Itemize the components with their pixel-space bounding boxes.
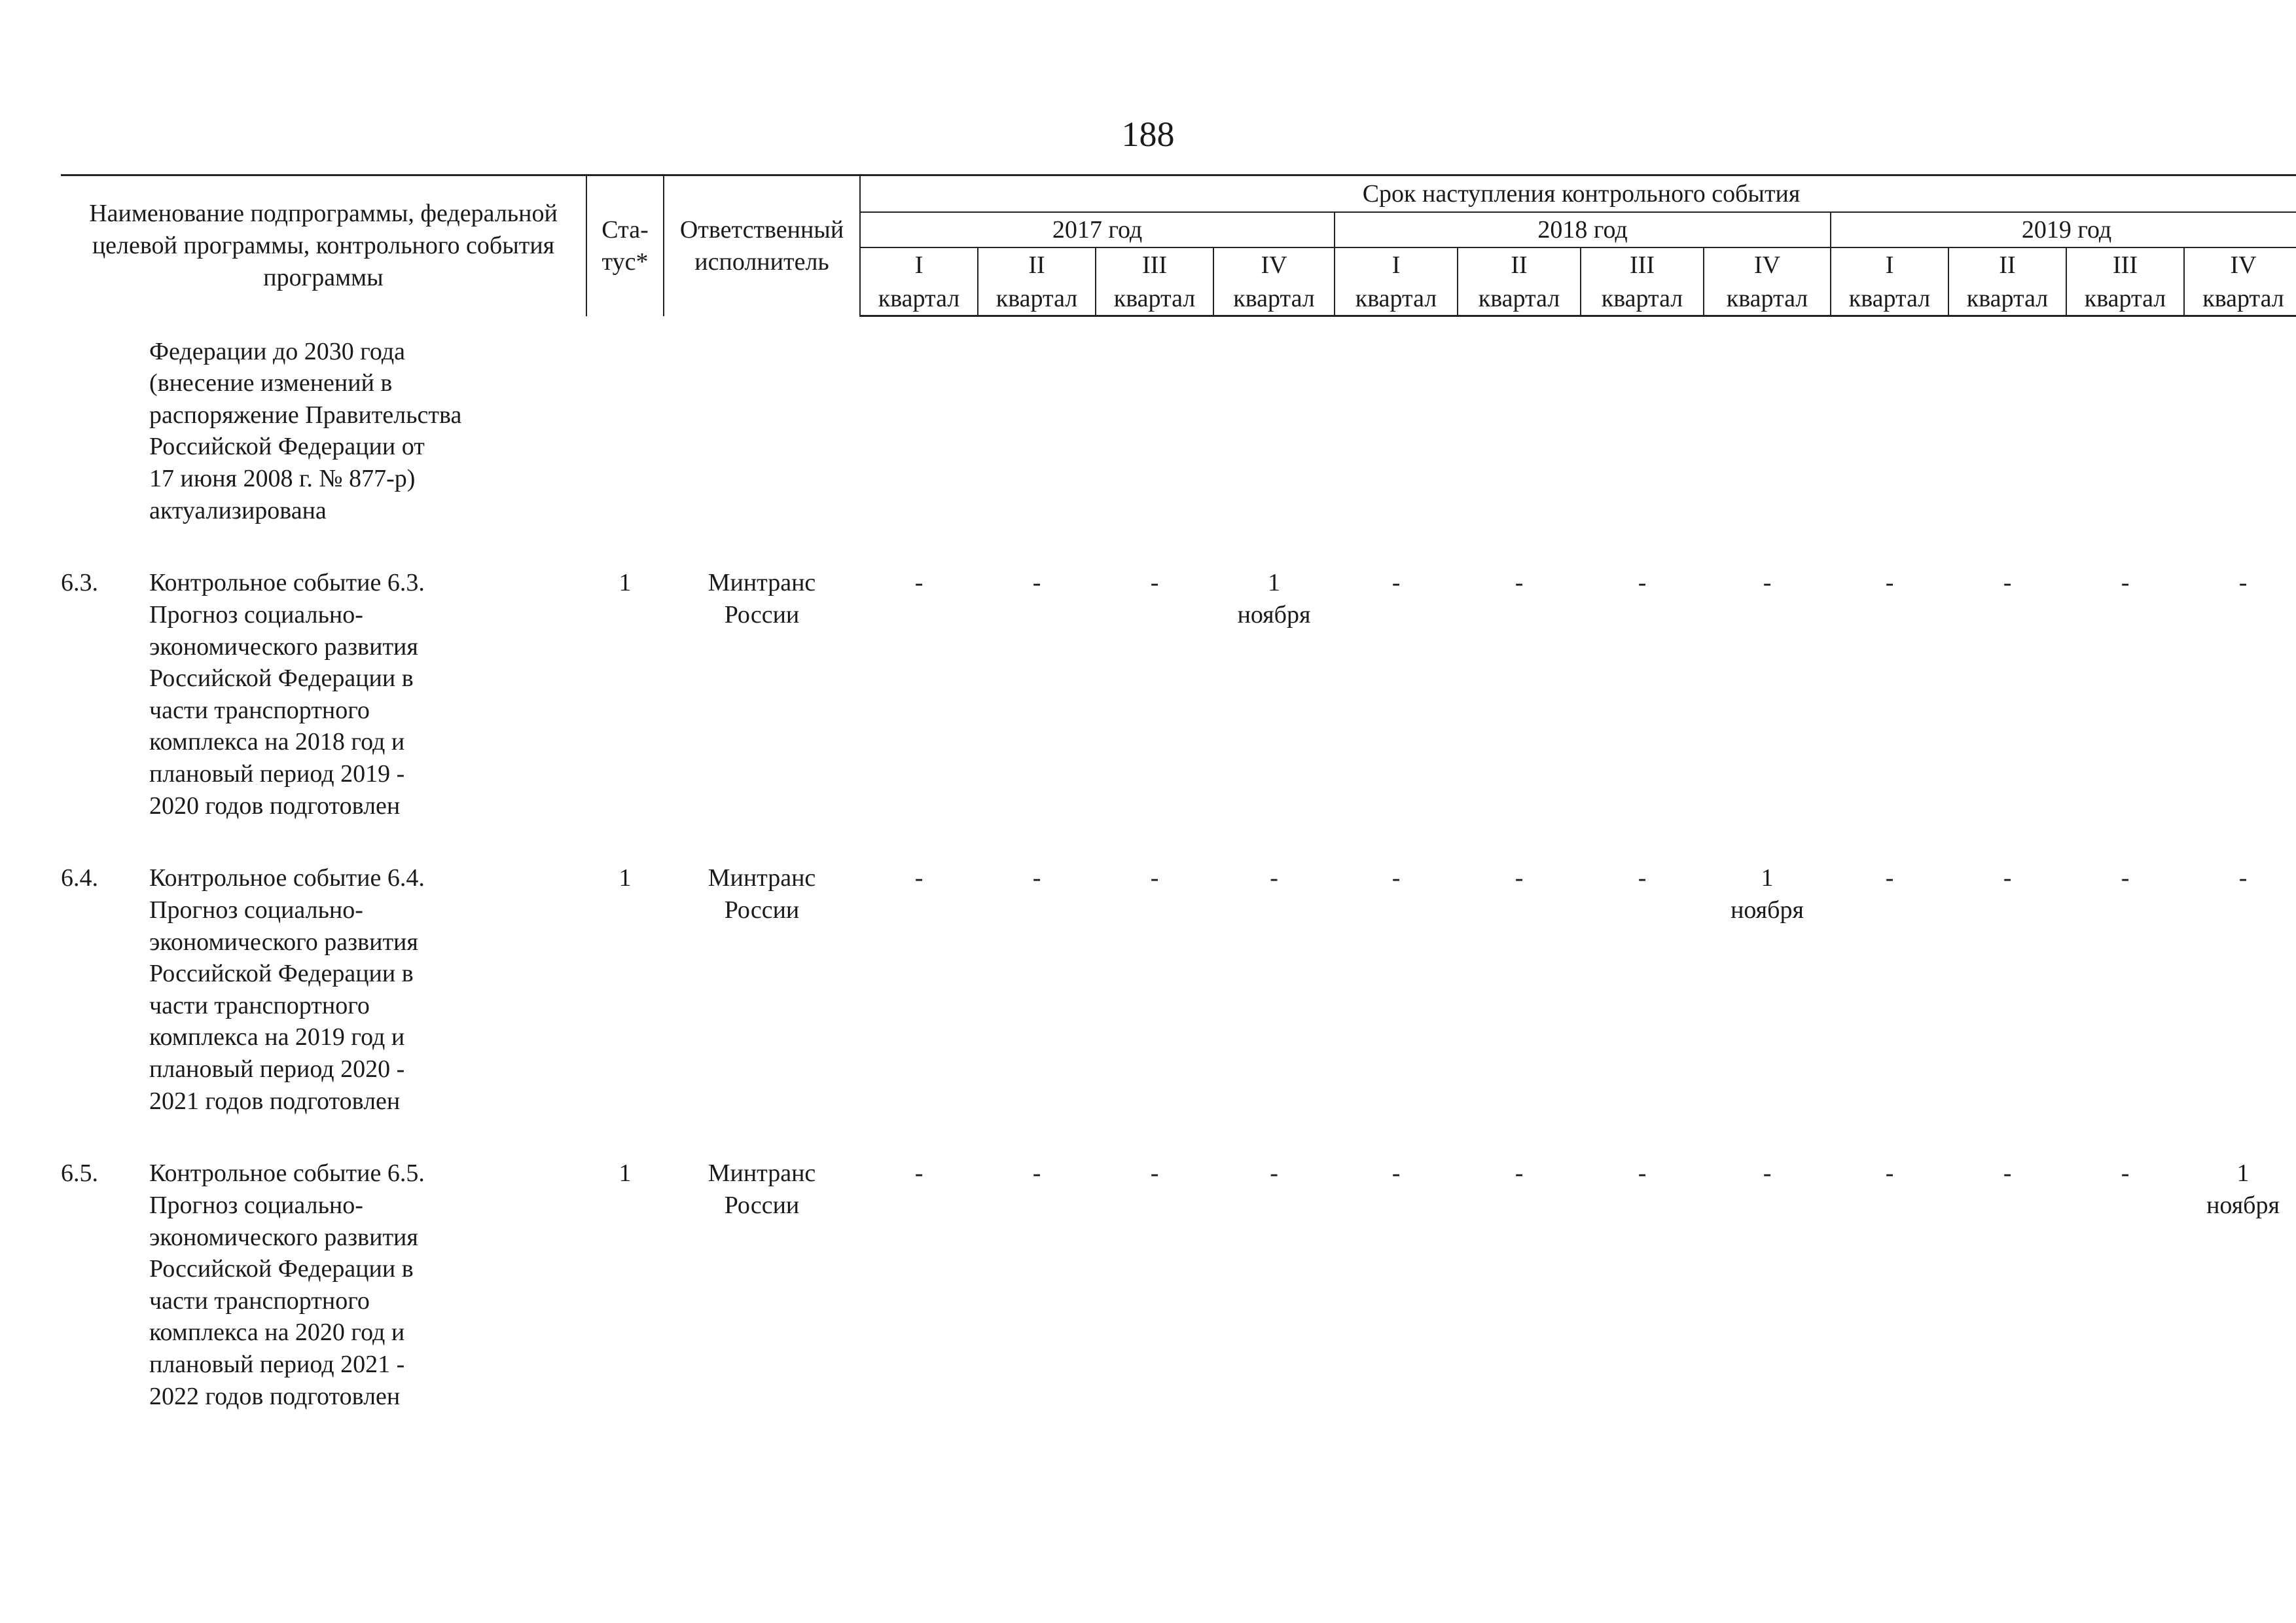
quarter-cell [1458, 567, 1581, 822]
header-deadline-title: Срок наступления контрольного события [860, 175, 2296, 213]
quarter-value: - [1763, 1159, 1772, 1188]
quarter-numeral: II [1458, 247, 1581, 282]
quarter-cell [2066, 862, 2184, 1117]
continuation-empty-cells [664, 316, 2296, 527]
table-header [61, 175, 2296, 316]
event-description-line: части транспортного [149, 1286, 370, 1315]
quarter-numeral: III [1581, 247, 1704, 282]
quarter-cell [1704, 567, 1831, 822]
event-number: 6.5. [61, 1159, 98, 1188]
quarter-value: - [1391, 569, 1401, 597]
event-description-line: Прогноз социально- [149, 600, 363, 629]
quarter-numeral: I [860, 247, 978, 282]
quarter-cell [2066, 1158, 2184, 1412]
quarter-word: квартал [860, 282, 978, 316]
quarter-word: квартал [1096, 282, 1213, 316]
quarter-cell [860, 1158, 978, 1412]
quarter-cell [1581, 567, 1704, 822]
event-description-line: комплекса на 2020 год и [149, 1319, 405, 1347]
continuation-line: (внесение изменений в [149, 369, 393, 397]
quarter-value: - [2238, 864, 2248, 892]
quarter-cell [1581, 862, 1704, 1117]
event-status: 1 [619, 864, 632, 892]
quarter-value: - [1638, 569, 1647, 597]
event-description-line: плановый период 2020 - [149, 1055, 405, 1083]
event-status: 1 [619, 1159, 632, 1188]
quarter-word: квартал [1458, 282, 1581, 316]
event-number: 6.4. [61, 864, 98, 892]
event-description-line: Российской Федерации в [149, 665, 414, 693]
event-description-line: экономического развития [149, 928, 418, 956]
quarter-value: ноября [1237, 600, 1311, 629]
continuation-line: Российской Федерации от [149, 433, 425, 461]
quarter-value: - [1270, 864, 1278, 892]
quarter-value: - [1885, 569, 1894, 597]
quarter-cell [2184, 567, 2296, 822]
quarter-value: - [1638, 1159, 1647, 1188]
control-events-table [61, 174, 2296, 1412]
quarter-value: - [2121, 569, 2130, 597]
quarter-cell [860, 567, 978, 822]
quarter-value: - [1885, 1159, 1894, 1188]
continuation-line: распоряжение Правительства [149, 401, 462, 429]
event-description-line: Российской Федерации в [149, 960, 414, 988]
event-description-line: Прогноз социально- [149, 896, 363, 924]
quarter-value: - [1515, 1159, 1524, 1188]
quarter-numeral: I [1831, 247, 1948, 282]
event-description-line: части транспортного [149, 696, 370, 724]
quarter-value: - [2121, 864, 2130, 892]
row-spacer-cell [61, 1117, 2296, 1158]
header-executor-column [664, 175, 860, 316]
header-status-line-2: тус* [601, 247, 649, 276]
quarter-value: - [1032, 569, 1041, 597]
quarter-numeral: IV [1704, 247, 1831, 282]
quarter-value: - [1032, 864, 1041, 892]
quarter-word: квартал [1335, 282, 1458, 316]
quarter-cell [1704, 862, 1831, 1117]
event-description [149, 567, 586, 822]
quarter-value: 1 [1761, 864, 1774, 892]
quarter-cell [1335, 862, 1458, 1117]
event-description [149, 1158, 586, 1412]
quarter-cell [978, 1158, 1096, 1412]
event-status: 1 [619, 569, 632, 597]
quarter-cell [1948, 567, 2066, 822]
header-year-2017: 2017 год [860, 212, 1335, 247]
quarter-value: - [1391, 1159, 1401, 1188]
header-year-2018: 2018 год [1335, 212, 1831, 247]
quarter-numeral: III [1096, 247, 1213, 282]
event-description [149, 862, 586, 1117]
quarter-word: квартал [1213, 282, 1335, 316]
table-body [61, 316, 2296, 1413]
quarter-cell [1831, 1158, 1948, 1412]
quarter-cell [978, 567, 1096, 822]
table-row [61, 862, 2296, 1117]
quarter-cell [2066, 567, 2184, 822]
row-spacer [61, 526, 2296, 567]
quarter-value: - [1270, 1159, 1278, 1188]
event-description-line: Контрольное событие 6.3. [149, 569, 425, 597]
quarter-numeral: III [2066, 247, 2184, 282]
quarter-cell [1458, 862, 1581, 1117]
continuation-line: 17 июня 2008 г. № 877-р) [149, 465, 416, 492]
continuation-text [149, 316, 664, 527]
quarter-cell [1458, 1158, 1581, 1412]
quarter-cell [978, 862, 1096, 1117]
page-number: 188 [1121, 115, 1175, 154]
quarter-value: 1 [2236, 1159, 2250, 1188]
event-description-line: 2020 годов подготовлен [149, 792, 401, 820]
header-name-column: Наименование подпрограммы, федеральной целевой программы, контрольного события программы [61, 175, 586, 316]
continuation-line: Федерации до 2030 года [149, 337, 406, 365]
quarter-value: - [1032, 1159, 1041, 1188]
event-description-line: Прогноз социально- [149, 1191, 363, 1219]
quarter-value: - [914, 1159, 924, 1188]
event-executor-line: России [724, 896, 800, 924]
row-spacer [61, 1117, 2296, 1158]
quarter-value: - [1515, 569, 1524, 597]
quarter-value: - [1150, 864, 1159, 892]
quarter-cell [1096, 862, 1213, 1117]
header-executor-line-1: Ответственный [679, 216, 844, 244]
event-description-line: плановый период 2021 - [149, 1351, 405, 1378]
quarter-cell [860, 862, 978, 1117]
quarter-value: - [2238, 569, 2248, 597]
quarter-cell [1831, 862, 1948, 1117]
event-description-line: экономического развития [149, 1223, 418, 1251]
event-executor [664, 862, 860, 1117]
quarter-cell [1704, 1158, 1831, 1412]
event-executor-line: Минтранс [708, 1159, 816, 1188]
event-executor-line: Минтранс [708, 864, 816, 892]
quarter-cell [1335, 1158, 1458, 1412]
quarter-cell [1213, 1158, 1335, 1412]
quarter-value: - [1763, 569, 1772, 597]
quarter-word: квартал [1831, 282, 1948, 316]
quarter-word: квартал [978, 282, 1096, 316]
quarter-word: квартал [1581, 282, 1704, 316]
quarter-numeral: II [978, 247, 1096, 282]
quarter-numeral: IV [1213, 247, 1335, 282]
quarter-cell [1948, 1158, 2066, 1412]
quarter-cell [1096, 567, 1213, 822]
event-number: 6.3. [61, 569, 98, 597]
row-spacer-cell [61, 526, 2296, 567]
quarter-numeral: II [1948, 247, 2066, 282]
event-description-line: Контрольное событие 6.5. [149, 1159, 425, 1188]
quarter-cell [1335, 567, 1458, 822]
quarter-value: - [1150, 569, 1159, 597]
quarter-value: - [2003, 569, 2012, 597]
header-status-line-1: Ста- [601, 216, 649, 244]
event-executor [664, 1158, 860, 1412]
table-row [61, 1158, 2296, 1412]
quarter-cell [1096, 1158, 1213, 1412]
quarter-cell [1948, 862, 2066, 1117]
quarter-value: - [1515, 864, 1524, 892]
quarter-value: - [1885, 864, 1894, 892]
quarter-value: - [914, 569, 924, 597]
event-description-line: Российской Федерации в [149, 1255, 414, 1283]
quarter-value: - [1391, 864, 1401, 892]
event-description-line: 2021 годов подготовлен [149, 1087, 401, 1115]
event-executor [664, 567, 860, 822]
quarter-value: - [1150, 1159, 1159, 1188]
quarter-value: - [2121, 1159, 2130, 1188]
quarter-value: - [2003, 864, 2012, 892]
quarter-value: - [914, 864, 924, 892]
event-description-line: комплекса на 2018 год и [149, 728, 405, 756]
quarter-word: квартал [2184, 282, 2296, 316]
continuation-line: актуализирована [149, 496, 327, 524]
event-description-line: комплекса на 2019 год и [149, 1023, 405, 1051]
event-description-line: Контрольное событие 6.4. [149, 864, 425, 892]
event-description-line: плановый период 2019 - [149, 760, 405, 788]
event-executor-line: Минтранс [708, 569, 816, 597]
quarter-cell [1581, 1158, 1704, 1412]
table-row [61, 567, 2296, 822]
continuation-num-cell [61, 316, 149, 527]
quarter-cell [1831, 567, 1948, 822]
quarter-value: 1 [1268, 569, 1281, 597]
quarter-numeral: IV [2184, 247, 2296, 282]
quarter-word: квартал [1948, 282, 2066, 316]
event-description-line: части транспортного [149, 991, 370, 1019]
quarter-cell [1213, 567, 1335, 822]
event-description-line: 2022 годов подготовлен [149, 1382, 401, 1410]
quarter-value: - [1638, 864, 1647, 892]
row-spacer [61, 822, 2296, 862]
quarter-numeral: I [1335, 247, 1458, 282]
header-executor-line-2: исполнитель [694, 247, 829, 276]
quarter-value: ноября [1731, 896, 1804, 924]
quarter-value: - [2003, 1159, 2012, 1188]
quarter-cell [1213, 862, 1335, 1117]
continuation-row [61, 316, 2296, 527]
quarter-cell [2184, 862, 2296, 1117]
row-spacer-cell [61, 822, 2296, 862]
quarter-word: квартал [2066, 282, 2184, 316]
header-status-column [586, 175, 664, 316]
header-year-2019: 2019 год [1831, 212, 2296, 247]
quarter-cell [2184, 1158, 2296, 1412]
event-executor-line: России [724, 600, 800, 629]
quarter-word: квартал [1704, 282, 1831, 316]
quarter-value: ноября [2206, 1191, 2280, 1219]
event-executor-line: России [724, 1191, 800, 1219]
event-description-line: экономического развития [149, 632, 418, 661]
